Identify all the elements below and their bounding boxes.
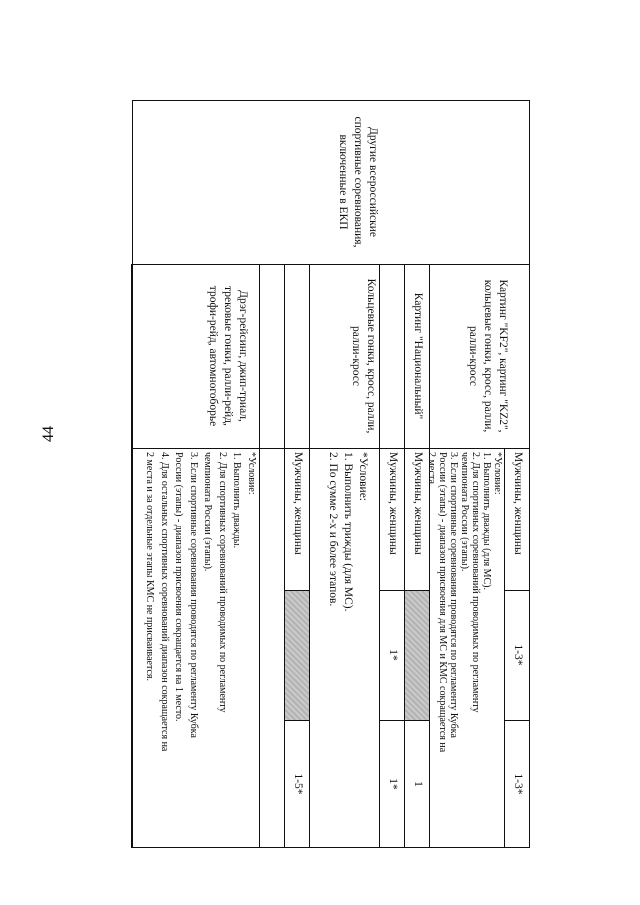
note-line: *Условие:	[357, 452, 369, 501]
condition-note	[426, 452, 503, 752]
note-line: 3. Если спортивные соревнования проводятся по регламенту Кубка	[448, 452, 459, 738]
participants-cell: Мужчины, женщины	[512, 452, 524, 555]
row-separator-6	[259, 264, 260, 848]
table-left-edge	[132, 100, 530, 101]
value-b-cell: 1	[412, 781, 424, 787]
discipline-line: кольцевые гонки, кросс, ралли,	[482, 279, 494, 433]
category-cell	[335, 100, 380, 264]
discipline-line: Картинг "KF2", картинг "KZ2",	[497, 279, 509, 433]
note-line: 2. Для спортивных соревнований проводимых по регламенту	[470, 452, 481, 713]
discipline-line: Кольцевые гонки, кросс, ралли,	[365, 278, 377, 434]
condition-note	[142, 452, 258, 751]
note-line: 2. Для спортивных соревнований проводимых по регламенту	[217, 452, 228, 713]
row-1-note-separator	[504, 448, 505, 848]
discipline-line: ралли-кросс	[350, 326, 362, 386]
note-line: 4. Для остальных спортивных соревнований диапазон сокращается на	[159, 452, 170, 752]
table-grid	[130, 100, 530, 850]
note-line: 2 места.	[426, 452, 437, 487]
category-line-1: Другие всероссийские	[367, 126, 379, 237]
row-separator-2	[404, 264, 405, 848]
discipline-line: ралли-кросс	[467, 326, 479, 386]
note-line: *Условие:	[492, 452, 503, 495]
discipline-cell-kf2	[465, 264, 510, 448]
rotated-table	[130, 100, 530, 850]
note-line: 2. По сумме 2-х и более этапов.	[327, 452, 339, 607]
table-divider-participants	[132, 448, 530, 449]
discipline-cell-drag	[205, 264, 250, 448]
condition-note	[325, 452, 370, 612]
discipline-line: Дрэг-рейсинг, джип-триал,	[237, 290, 249, 422]
page-number: 44	[40, 426, 57, 442]
note-line: 1. Выполнить дважды (для МС).	[481, 452, 492, 590]
participants-cell: Мужчины, женщины	[387, 452, 399, 555]
participants-cell: Мужчины, женщины	[292, 452, 304, 555]
value-b-cell: 1-5*	[292, 773, 304, 795]
table-top-edge	[529, 264, 530, 848]
row-separator-4	[309, 264, 310, 848]
note-line: чемпионата России (этапы).	[459, 452, 470, 572]
value-a-cell: 1-3*	[512, 644, 524, 666]
shaded-cell-drag-a	[285, 591, 309, 720]
note-line: 3. Если спортивные соревнования проводятся по регламенту Кубка	[188, 452, 199, 738]
value-a-cell: 1*	[387, 649, 399, 661]
discipline-line: трековые гонки, ралли-рейд,	[222, 286, 234, 426]
note-line: *Условие:	[246, 452, 257, 495]
table-bottom-edge	[131, 264, 132, 848]
note-line: чемпионата России (этапы).	[202, 452, 214, 572]
participants-cell: Мужчины, женщины	[412, 452, 424, 555]
category-line-3: включенные в ЕКП	[337, 134, 349, 230]
row-separator-3	[379, 264, 380, 848]
discipline-line: трофи-рейд, автомногоборье	[207, 285, 219, 427]
note-line: 1. Выполнить трижды (для МС).	[342, 452, 354, 612]
discipline-cell-circuit	[348, 264, 378, 448]
row-separator-5	[284, 264, 285, 848]
value-b-cell: 1*	[387, 778, 399, 790]
note-line: России (этапы) - диапазон присвоения для МС и КМС сокращается на	[437, 452, 448, 753]
discipline-cell-national: Картинг "Национальный"	[412, 292, 424, 420]
note-line: 1. Выполнить дважды.	[231, 452, 243, 549]
note-line: России (этапы) - диапазон присвоения сокращается на 1 место.	[173, 452, 185, 722]
note-line: 2 места и за отдельные этапы КМС не присваивается.	[144, 452, 156, 682]
value-b-cell: 1-3*	[512, 773, 524, 795]
category-line-2: спортивные соревнования,	[352, 116, 364, 248]
